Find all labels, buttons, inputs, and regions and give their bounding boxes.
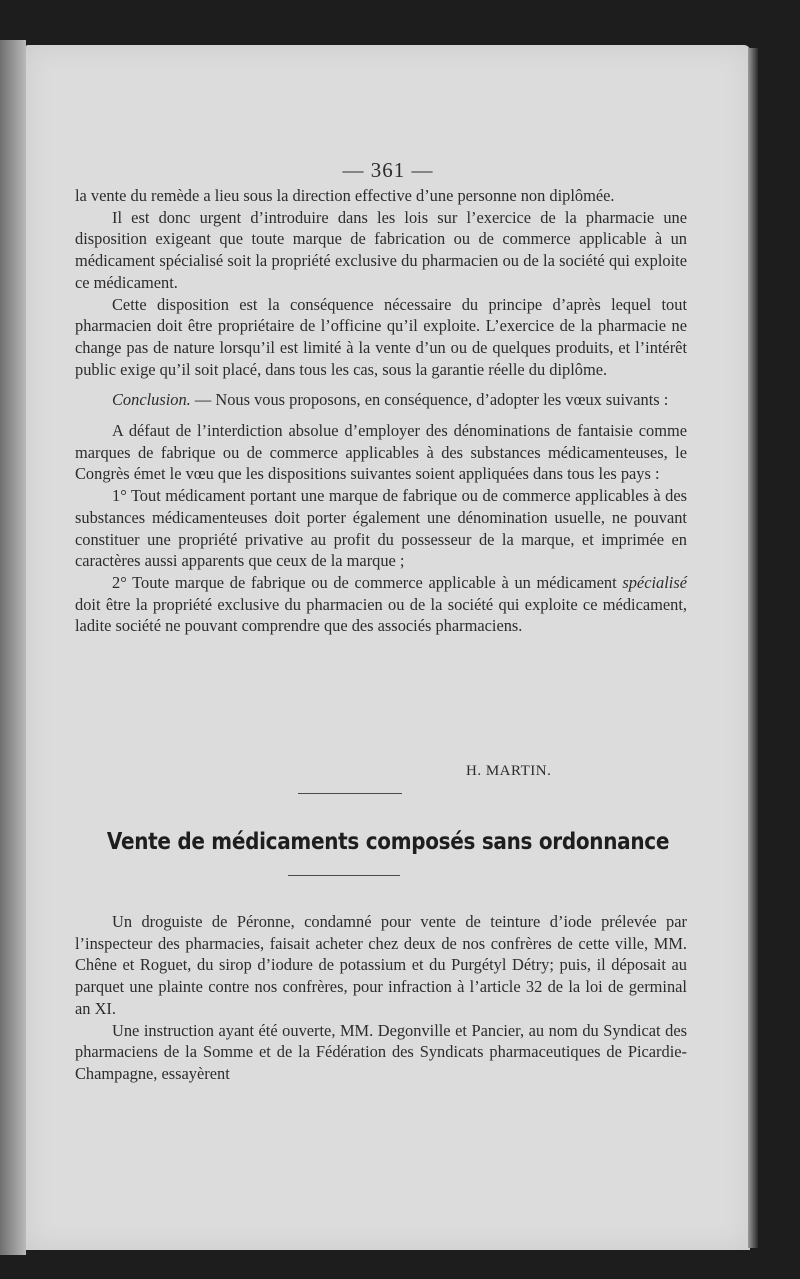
wish-item-2-italic: spécialisé	[622, 572, 687, 592]
conclusion-paragraph	[75, 389, 687, 411]
section-2-paragraph-2: Une instruction ayant été ouverte, MM. Degonville et Pancier, au nom du Syndicat des pharmaciens de la Somme et de la Fédération des Syndicats pharmaceutiques de Picardie-Champagne, essayèrent	[75, 1020, 687, 1083]
section-2-paragraph-1: Un droguiste de Péronne, condamné pour vente de teinture d’iode prélevée par l’inspecteur des pharmacies, faisait acheter chez deux de nos confrères de cette ville, MM. Chêne et Roguet, du sirop d’iodure de potassium et du Purgétyl Détry; puis, il déposait au parquet une plainte contre nos confrères, pour infraction à l’article 32 de la loi de germinal an XI.	[75, 912, 687, 1018]
paragraph-1: la vente du remède a lieu sous la direction effective d’une personne non diplômée.	[75, 186, 615, 205]
conclusion-label: Conclusion.	[112, 390, 191, 410]
wish-intro: A défaut de l’interdiction absolue d’employer des dénominations de fantaisie comme marques de fabrique ou de commerce applicables à des substances médicamenteuses, le Congrès émet le vœu que les dispositions suivantes soient appliquées dans tous les pays :	[75, 421, 687, 484]
section-2-body	[75, 911, 687, 1085]
wish-item-1: 1° Tout médicament portant une marque de fabrique ou de commerce applicables à des substances médicamenteuses doit porter également une dénomination usuelle, ne pouvant constituer une propriété privative au profit du possesseur de la marque, et imprimée en caractères aussi apparents que ceux de la marque ;	[75, 486, 687, 571]
signature: H. MARTIN.	[466, 763, 552, 779]
wish-item-2-start: 2° Toute marque de fabrique ou de commerce applicable à un médicament	[112, 572, 623, 592]
page-right-edge	[748, 48, 758, 1248]
wish-item-2-end: doit être la propriété exclusive du pharmacien ou de la société qui exploite ce médicament, ladite société ne pouvant comprendre que des associés pharmaciens.	[75, 594, 687, 636]
wish-item-2	[75, 572, 687, 637]
section-divider	[298, 793, 402, 794]
section-heading: Vente de médicaments composés sans ordonnance	[106, 827, 670, 855]
paragraph-3: Cette disposition est la conséquence nécessaire du principe d’après lequel tout pharmacien doit être propriétaire de l’officine qu’il exploite. L’exercice de la pharmacie ne change pas de nature lorsqu’il est limité à la vente d’un ou de quelques produits, et l’intérêt public exige qu’il soit placé, dans tous les cas, sous la garantie réelle du diplôme.	[75, 294, 687, 379]
left-page-edge	[0, 40, 26, 1255]
paragraph-2: Il est donc urgent d’introduire dans les lois sur l’exercice de la pharmacie une disposition exigeant que toute marque de fabrication ou de commerce applicable à un médicament spécialisé soit la propriété exclusive du pharmacien ou de la société qui exploite ce médicament.	[75, 207, 687, 292]
document-page	[26, 45, 750, 1250]
section-1-body	[75, 185, 687, 637]
heading-underline	[288, 875, 400, 876]
conclusion-text: — Nous vous proposons, en conséquence, d’adopter les vœux suivants :	[190, 390, 669, 410]
page-number: — 361 —	[342, 158, 434, 182]
